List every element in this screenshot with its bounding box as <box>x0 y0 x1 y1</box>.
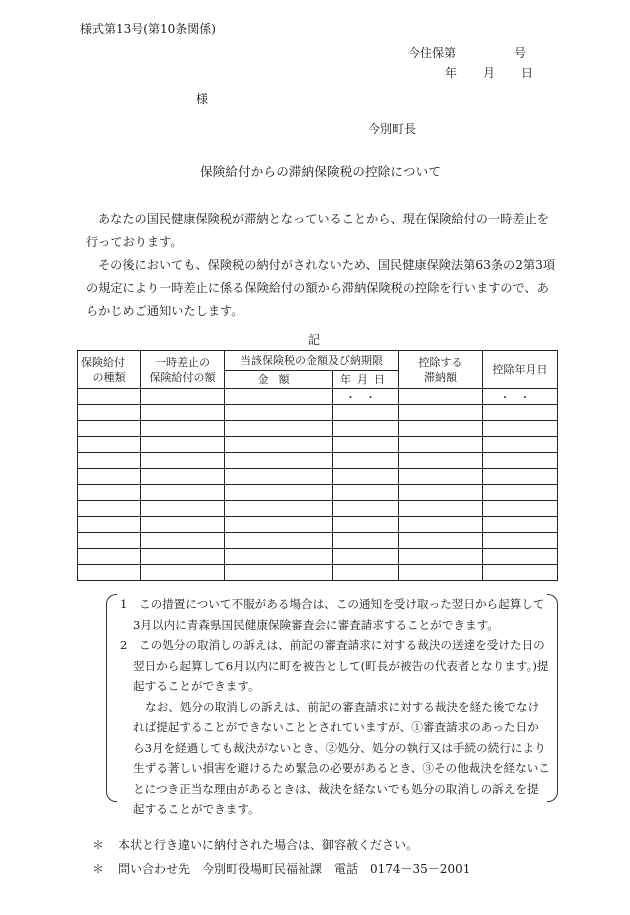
table-cell[interactable] <box>483 469 558 485</box>
table-cell[interactable] <box>483 501 558 517</box>
table-cell[interactable] <box>483 453 558 469</box>
table-body <box>78 389 558 581</box>
table-cell[interactable] <box>333 517 399 533</box>
table-row <box>78 405 558 421</box>
table-cell[interactable] <box>225 501 333 517</box>
document-number <box>408 44 526 61</box>
issuer: 今別町長 <box>368 122 417 136</box>
table-cell[interactable] <box>483 517 558 533</box>
date-day: 日 <box>521 66 534 80</box>
table-cell[interactable] <box>333 485 399 501</box>
table-cell[interactable] <box>225 517 333 533</box>
footer-text-2: 問い合わせ先 今別町役場町民福祉課 電話 0174－35－2001 <box>118 862 471 876</box>
col-stopped-line2: 保険給付の額 <box>149 370 216 384</box>
table-cell[interactable] <box>78 437 141 453</box>
col-stopped-amount <box>141 351 225 389</box>
footer-line-1 <box>92 836 418 853</box>
table-cell[interactable] <box>333 421 399 437</box>
note-item-1: 1 この措置について不服がある場合は、この通知を受け取った翌日から起算して3月以内に青森県国民健康保険審査会に審査請求することができます。 <box>120 597 545 632</box>
table-cell[interactable] <box>333 501 399 517</box>
note-item-2: 2 この処分の取消しの訴えは、前記の審査請求に対する裁決の送達を受けた日の翌日から起算して6月以内に町を被告として(町長が被告の代表者となります。)提起することができます。 <box>120 638 549 693</box>
date-year: 年 <box>445 66 458 80</box>
table-cell[interactable] <box>483 421 558 437</box>
table-cell[interactable] <box>225 565 333 581</box>
col-deduct-line2: 滞納額 <box>424 370 457 384</box>
col-deduct-amount <box>399 351 483 389</box>
date-month: 月 <box>483 66 496 80</box>
col-deduct-line1: 控除する <box>418 355 463 369</box>
table-cell[interactable] <box>225 405 333 421</box>
deduction-table <box>77 350 558 581</box>
table-cell[interactable] <box>333 437 399 453</box>
col-benefit-type-line2: の種類 <box>92 370 126 384</box>
table-cell[interactable] <box>78 517 141 533</box>
col-stopped-line1: 一時差止の <box>155 355 210 369</box>
table-cell[interactable] <box>399 437 483 453</box>
table-row <box>78 517 558 533</box>
table-cell[interactable] <box>333 469 399 485</box>
table-cell[interactable] <box>333 405 399 421</box>
ki-heading: 記 <box>308 333 321 347</box>
table-cell[interactable] <box>141 549 225 565</box>
doc-number-prefix: 今住保第 <box>408 46 457 60</box>
addressee: 様 <box>196 92 209 106</box>
table-row <box>78 389 558 405</box>
footer-line-2 <box>92 860 470 877</box>
table-cell[interactable] <box>483 485 558 501</box>
body-paragraph-2: その後においても、保険税の納付がされないため、国民健康保険法第63条の2第3項の規定により一時差止に係る保険給付の額から滞納保険税の控除を行いますので、あらかじめご通知いたします。 <box>86 258 556 318</box>
col-deduct-date: 控除年月日 <box>483 351 558 389</box>
body-text <box>86 208 556 323</box>
issue-date <box>445 64 533 81</box>
table-cell[interactable] <box>399 421 483 437</box>
table-cell[interactable] <box>225 549 333 565</box>
table-cell[interactable] <box>483 549 558 565</box>
body-paragraph-1: あなたの国民健康保険税が滞納となっていることから、現在保険給付の一時差止を行っております。 <box>86 212 549 249</box>
table-row <box>78 421 558 437</box>
table-cell[interactable] <box>225 485 333 501</box>
table-cell[interactable] <box>141 533 225 549</box>
table-cell[interactable] <box>141 389 225 405</box>
table-cell[interactable] <box>225 389 333 405</box>
table-cell[interactable] <box>78 453 141 469</box>
table-row <box>78 501 558 517</box>
col-amount: 金額 <box>225 371 333 389</box>
table-cell[interactable] <box>78 533 141 549</box>
table-cell[interactable] <box>399 453 483 469</box>
table-cell[interactable] <box>78 469 141 485</box>
table-row <box>78 453 558 469</box>
table-cell[interactable]: ・・ <box>483 389 558 405</box>
table-cell[interactable] <box>225 469 333 485</box>
table-cell[interactable] <box>78 549 141 565</box>
table-row <box>78 565 558 581</box>
table-cell[interactable] <box>399 549 483 565</box>
table-cell[interactable] <box>399 469 483 485</box>
table-cell[interactable] <box>399 389 483 405</box>
table-cell[interactable] <box>141 501 225 517</box>
table-cell[interactable] <box>399 517 483 533</box>
form-number: 様式第13号(第10条関係) <box>80 22 216 36</box>
table-cell[interactable] <box>399 485 483 501</box>
table-cell[interactable] <box>141 485 225 501</box>
doc-number-suffix: 号 <box>514 46 527 60</box>
table-cell[interactable] <box>225 437 333 453</box>
col-tax-group: 当該保険税の金額及び納期限 <box>225 351 399 371</box>
table-cell[interactable] <box>225 421 333 437</box>
notes <box>120 594 550 820</box>
table-cell[interactable] <box>333 549 399 565</box>
table-cell[interactable] <box>141 453 225 469</box>
table-cell[interactable] <box>399 405 483 421</box>
table-row <box>78 533 558 549</box>
table-cell[interactable] <box>483 405 558 421</box>
table-row <box>78 469 558 485</box>
table-cell[interactable] <box>141 565 225 581</box>
table-cell[interactable] <box>141 517 225 533</box>
table-cell[interactable] <box>141 437 225 453</box>
table-cell[interactable] <box>78 405 141 421</box>
table-cell[interactable] <box>141 405 225 421</box>
col-deadline: 年月日 <box>333 371 399 389</box>
table-cell[interactable] <box>225 453 333 469</box>
document-title: 保険給付からの滞納保険税の控除について <box>200 164 442 179</box>
note-item-2-continued: なお、処分の取消しの訴えは、前記の審査請求に対する裁決を経た後でなければ提起することができないこととされていますが、①審査請求のあった日から3月を経過しても裁決がないとき、②処分、処分の執行又は手続の続行により生ずる著しい損害を避けるため緊急の必要があるとき、③その他裁決を経ないことにつき正当な理由があるときは、裁決を経ないでも処分の取消しの訴えを提起することができます。 <box>133 699 550 816</box>
table-row <box>78 437 558 453</box>
col-benefit-type <box>78 351 141 389</box>
table-cell[interactable]: ・・ <box>333 389 399 405</box>
table-cell[interactable] <box>399 501 483 517</box>
asterisk-icon: ＊ <box>92 862 105 876</box>
footer-text-1: 本状と行き違いに納付された場合は、御容赦ください。 <box>118 838 419 852</box>
table-cell[interactable] <box>399 565 483 581</box>
table-cell[interactable] <box>225 533 333 549</box>
table-cell[interactable] <box>78 485 141 501</box>
table-cell[interactable] <box>141 421 225 437</box>
asterisk-icon: ＊ <box>92 838 105 852</box>
table-cell[interactable] <box>483 437 558 453</box>
table-cell[interactable] <box>399 533 483 549</box>
table-cell[interactable] <box>141 469 225 485</box>
left-bracket <box>106 594 117 802</box>
table-cell[interactable] <box>333 565 399 581</box>
table-cell[interactable] <box>78 389 141 405</box>
table-row <box>78 549 558 565</box>
table-cell[interactable] <box>483 565 558 581</box>
table-row <box>78 485 558 501</box>
table-cell[interactable] <box>333 533 399 549</box>
table-cell[interactable] <box>78 421 141 437</box>
table-cell[interactable] <box>78 565 141 581</box>
table-cell[interactable] <box>78 501 141 517</box>
table-cell[interactable] <box>483 533 558 549</box>
col-benefit-type-line1: 保険給付 <box>81 355 125 369</box>
table-cell[interactable] <box>333 453 399 469</box>
